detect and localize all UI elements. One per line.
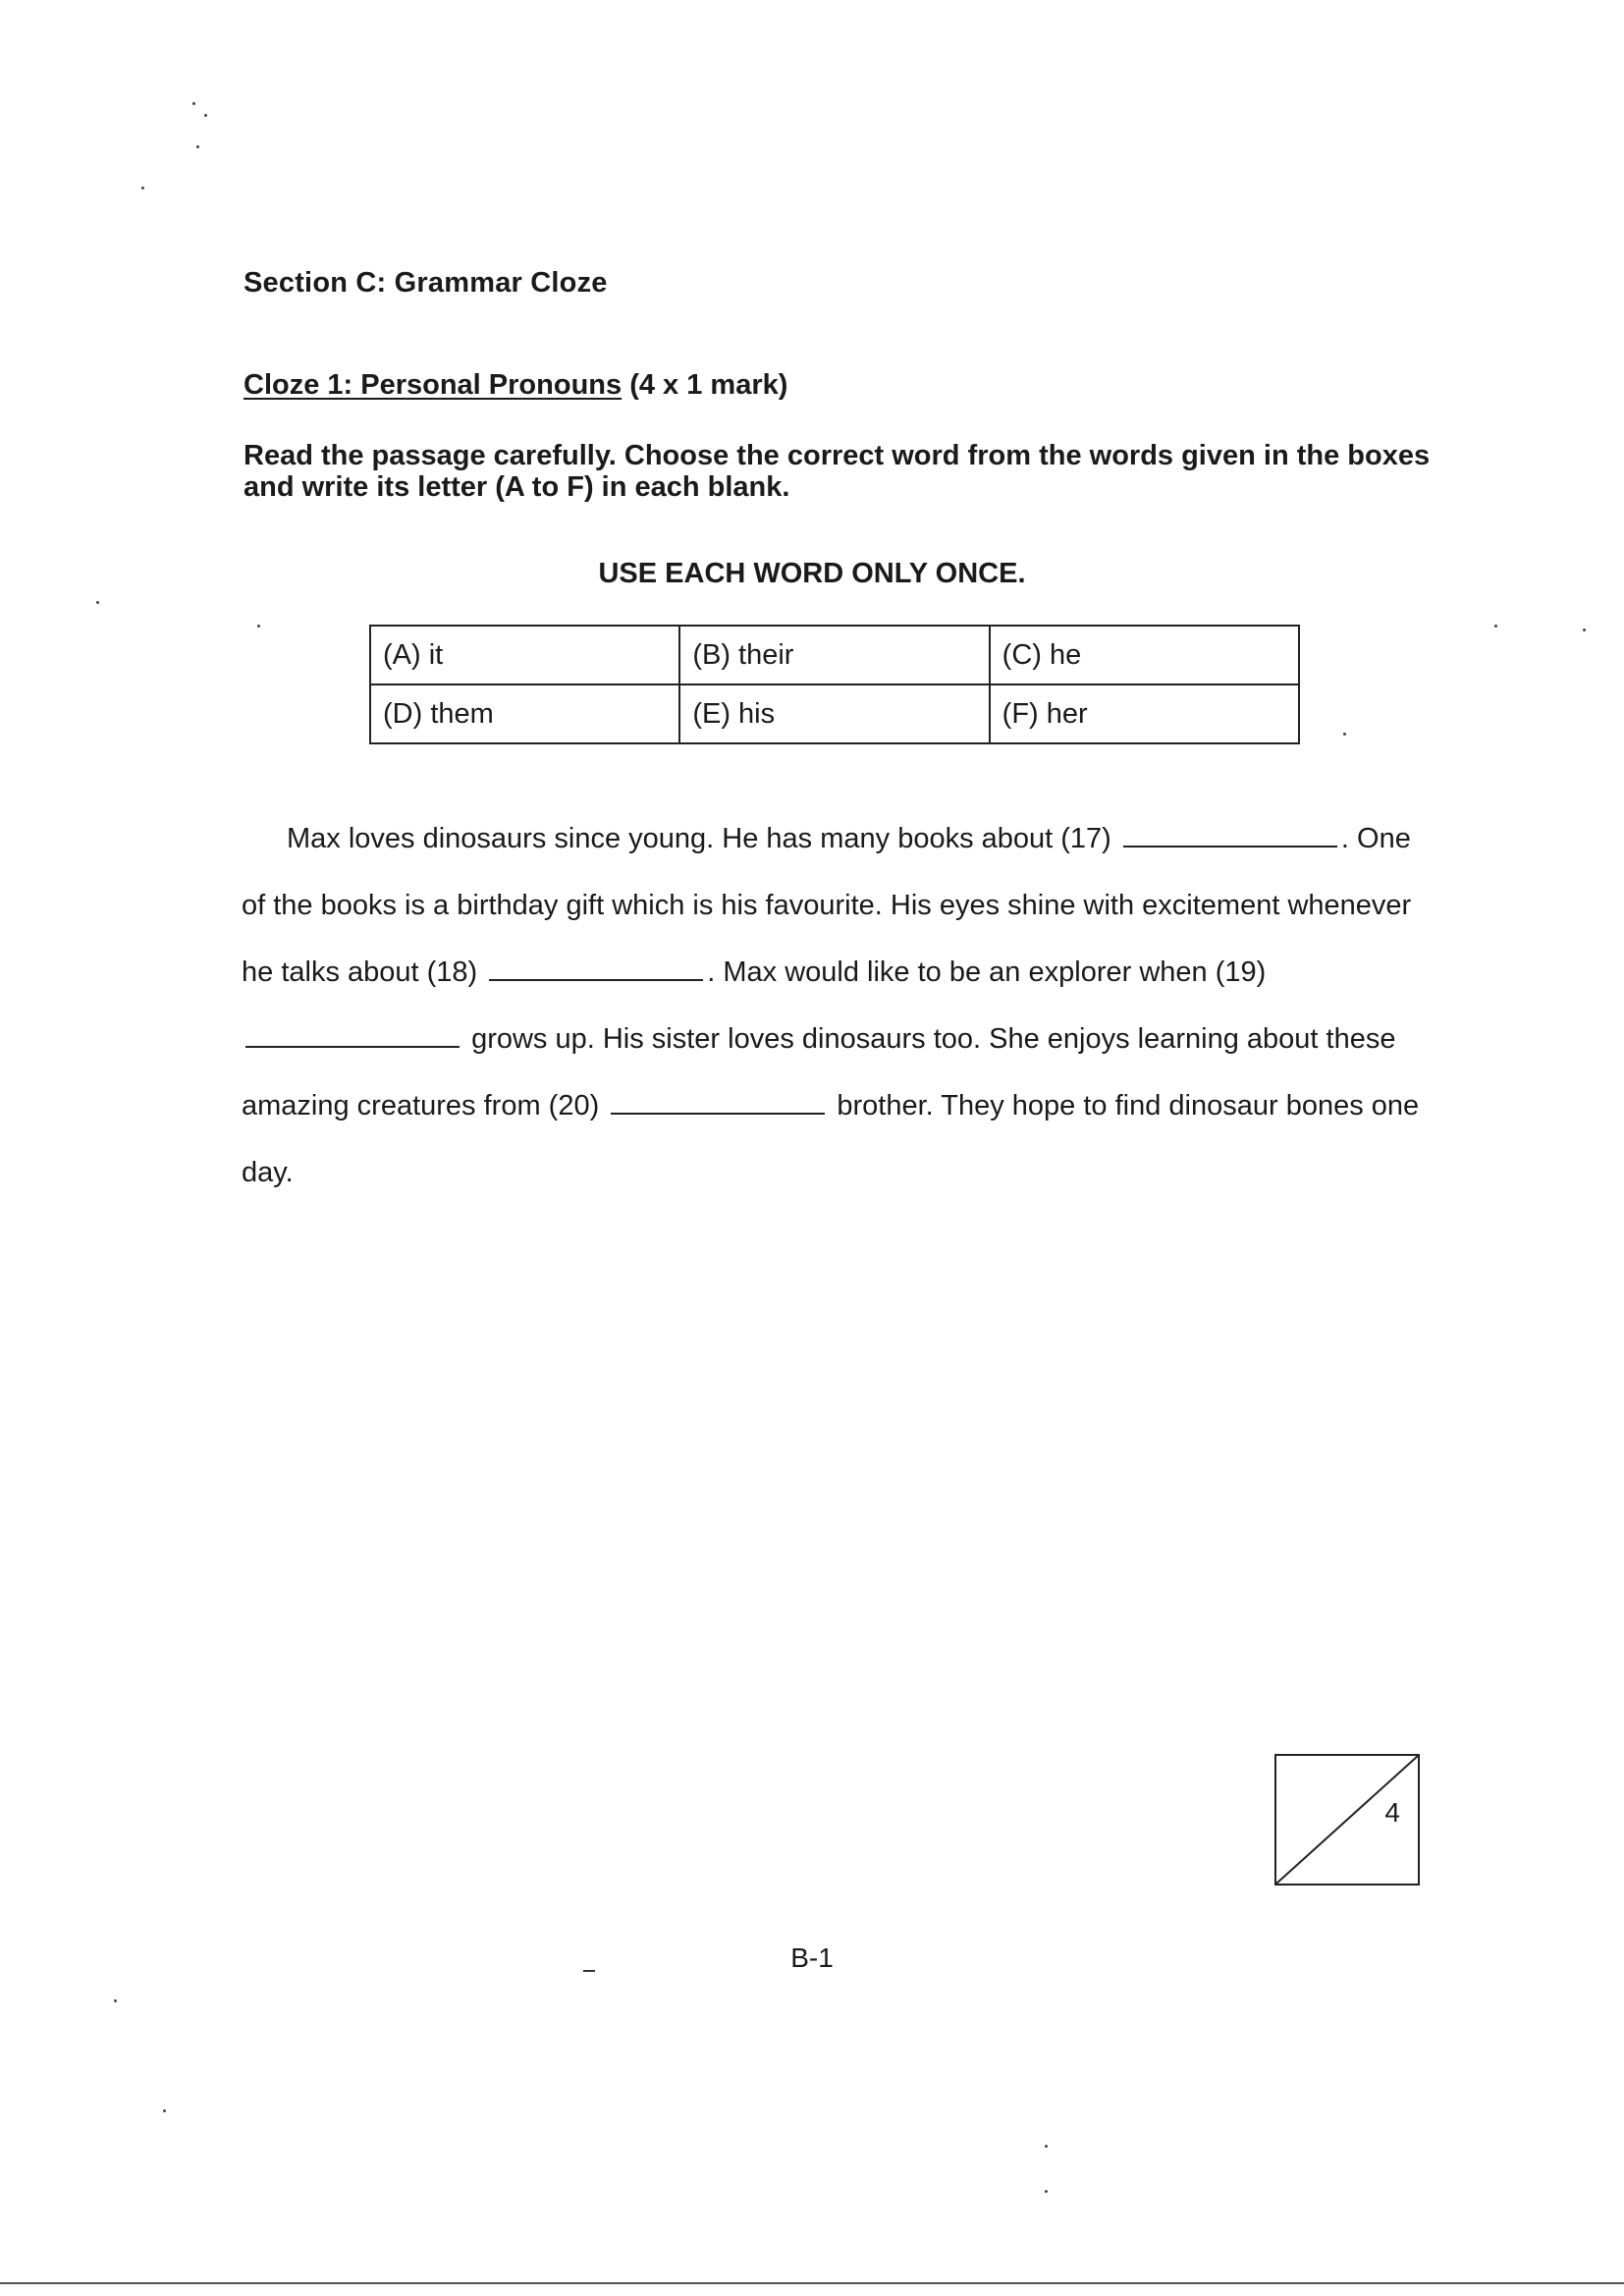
passage-text-5: brother. They hope to find dinosaur bones one day.: [242, 1090, 1420, 1188]
blank-17[interactable]: [1123, 824, 1337, 847]
passage-text-3: . Max would like to be an explorer when (19): [707, 957, 1267, 988]
cloze-marks: (4 x 1 mark): [629, 369, 788, 401]
passage-text-2: . One of the books is a birthday gift which is his favourite. His eyes shine with excitement whenever he talks about (18): [242, 823, 1412, 988]
scan-speck: [1494, 625, 1497, 628]
scan-speck: [1045, 2190, 1048, 2193]
page-bottom-rule: [0, 2282, 1624, 2284]
cloze-passage: [242, 805, 1420, 1206]
blank-19[interactable]: [245, 1024, 460, 1048]
page-number: B-1: [790, 1942, 834, 1973]
word-options-table: [369, 625, 1300, 744]
scan-speck: [141, 187, 144, 190]
blank-20[interactable]: [611, 1091, 825, 1115]
instructions: Read the passage carefully. Choose the correct word from the words given in the boxes and write its letter (A to F) in each blank.: [244, 440, 1431, 503]
passage-text-4: grows up. His sister loves dinosaurs too. She enjoys learning about these amazing creatures from (20): [242, 1023, 1396, 1121]
scan-speck: [1343, 733, 1346, 736]
option-e: (E) his: [679, 684, 989, 743]
scan-speck: [1583, 629, 1586, 631]
table-row: [370, 626, 1299, 684]
cloze-heading: [244, 369, 787, 402]
scan-speck: [1045, 2145, 1048, 2148]
option-c: (C) he: [990, 626, 1299, 684]
scan-speck: [96, 601, 99, 604]
scan-speck: [257, 625, 260, 628]
scan-speck: [196, 145, 199, 148]
use-once-note: USE EACH WORD ONLY ONCE.: [598, 558, 1026, 589]
section-title: Section C: Grammar Cloze: [244, 267, 608, 299]
scan-speck: [163, 2109, 166, 2112]
score-box: [1274, 1754, 1420, 1886]
table-row: [370, 684, 1299, 743]
passage-text-1: Max loves dinosaurs since young. He has many books about (17): [287, 823, 1111, 854]
scan-speck: [114, 1999, 117, 2002]
score-total: 4: [1384, 1797, 1400, 1828]
option-d: (D) them: [370, 684, 679, 743]
option-b: (B) their: [679, 626, 989, 684]
scan-speck: [192, 102, 195, 105]
scan-speck: [204, 114, 207, 117]
option-f: (F) her: [990, 684, 1299, 743]
cloze-title: Cloze 1: Personal Pronouns: [244, 369, 623, 401]
option-a: (A) it: [370, 626, 679, 684]
blank-18[interactable]: [489, 957, 703, 981]
